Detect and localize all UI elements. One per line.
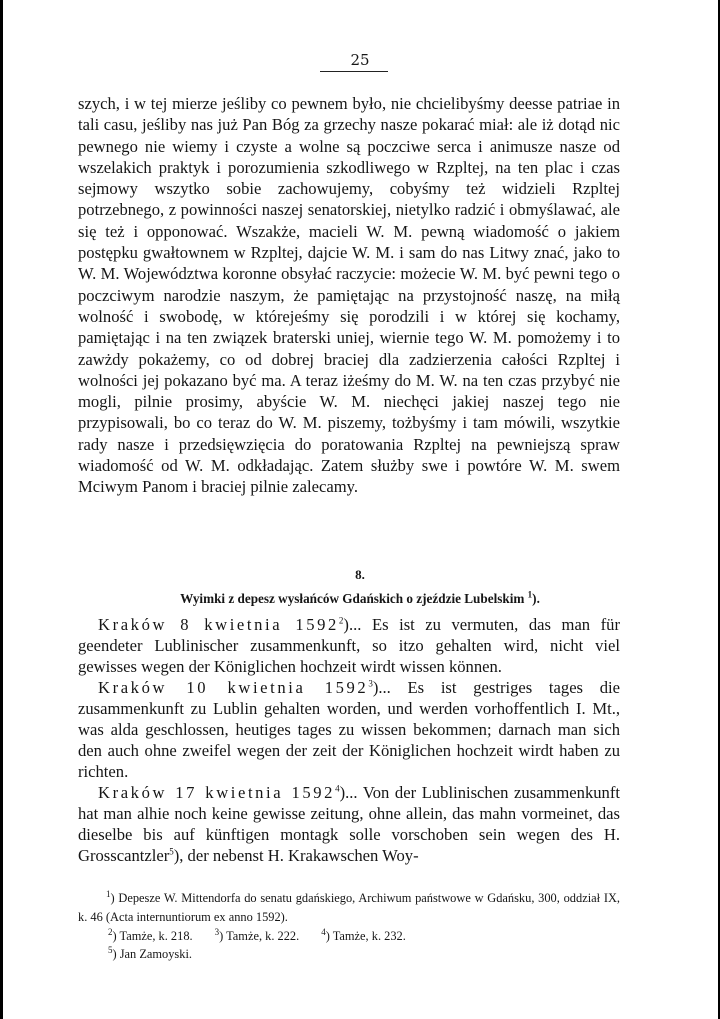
section-title: Wyimki z depesz wysłańców Gdańskich o zjeździe Lubelskim $^1$). [180,589,540,606]
footnote-ref: 2 [338,615,344,626]
dispatch-dateline: Kraków 8 kwietnia 1592 [98,615,339,634]
footnotes [78,889,620,964]
footnote-2-4: $^2$) Tamże, k. 218. $^3$) Tamże, k. 222. $^4$) Tamże, k. 232. [108,926,406,943]
footnote-ref: 3 [368,678,373,689]
footnote-mark: 5 [108,945,113,956]
polish-letter-paragraph [78,93,620,498]
footnote-mark: 3 [214,926,220,937]
scan-edge-left [0,0,3,1019]
section-title-note: 1 [527,589,533,600]
dispatch-entry [78,677,620,782]
dispatch-dateline: Kraków 10 kwietnia 1592 [98,678,369,697]
dispatch-text: )... Es ist zu vermuten, das man für geendeter Lublinischer zusammenkunft, so itzo gehalten wird, nicht viel gewisses wegen der Königlichen hochzeit wirdt wissen können. [78,615,620,676]
page-number: 25 [350,51,370,69]
dispatch-entry [78,782,620,866]
footnote-ref: 4 [335,783,340,794]
section-title-text: Wyimki z depesz wysłańców Gdańskich o zjeździe Lubelskim [180,591,525,606]
footnote-5: $^5$) Jan Zamoyski. [108,945,192,962]
dispatch-excerpts [78,614,620,866]
dispatch-text-tail: ), der nebenst H. Krakawschen Woy- [173,846,419,865]
footnote-1: $^1$) Depesze W. Mittendorfa do senatu gdańskiego, Archiwum państwowe w Gdańsku, 300, oddział IX, k. 46 (Acta internuntiorum ex anno 1592). [78,888,620,924]
dispatch-dateline: Kraków 17 kwietnia 1592 [98,783,336,802]
footnote-mark: 1 [106,888,111,899]
section-number: 8. [355,567,365,582]
dispatch-entry [78,614,620,677]
dispatch-text: )... Es ist gestriges tages die zusammenkunft zu Lublin gehalten worden, und werden vorhoffentlich I. Mt., was alda geschlossen, heutiges tages zu wissen bekommen; darnach man sich den auch ohne zweifel wegen der zeit der Königlichen hochzeit wirdt haben zu richten. [78,678,620,781]
footnote-mark: 2 [108,926,113,937]
dispatch-text: )... Von der Lublinischen zusammenkunft hat man alhie noch keine gewisse zeitung, ohne allein, das mahn vormeinet, das dieselbe bis auf künftigen montagk solle vorschoben sein wegen des H. Grosscantzler [78,783,620,865]
page-number-rule [320,71,388,72]
footnote-mark: 4 [321,926,326,937]
polish-text: szych, i w tej mierze jeśliby co pewnem było, nie chcielibyśmy deesse patriae in tali casu, jeśliby nas już Pan Bóg za grzechy nasze pokarać miał: ale iż dotąd nic pewnego nie wiemy i czyste a wolne są poczciwe serca i animusze nasze od wszelakich praktyk i porozumienia szkodliwego w Rzpltej, na ten plac i czas sejmowy wszytko sobie zachowujemy, cobyśmy też widzieli Rzpltej potrzebnego, z powinności naszej senatorskiej, nietylko radzić i obmyślawać, ale się też i opponować. Wszakże, macieli W. M. pewną wiadomość o jakiem postępku gwałtownem w Rzpltej, dajcie W. M. i sam do nas Litwy znać, jako to W. M. Województwa koronne obsyłać raczycie: możecie W. M. być pewni tego o poczciwym narodzie naszym, że pamiętając na przystojność naszę, na miłą wolność i swobodę, w którejeśmy się porodzili i w której się kochamy, pamiętając i na ten związek braterski uniej, wiernie tego W. M. pomożemy i to zawżdy pokażemy, co od dobrej braciej dla zadzierzenia całości Rzpltej i wolności jej pokazano być ma. A teraz iżeśmy do M. W. na ten czas przybyć nie mogli, pilnie prosimy, abyście W. M. niechęci jakiej naszej tego nie przypisowali, bo co teraz do W. M. piszemy, tożbyśmy i tam mówili, wszytkie rady nasze i przedsięwzięcia do poratowania Rzpltej na pewniejszą spraw wiadomość od W. M. odkładając. Zatem służby swe i powtóre W. M. swem Mciwym Panom i braciej pilnie zalecamy. [78,94,620,497]
footnote-ref: 5 [169,846,174,857]
